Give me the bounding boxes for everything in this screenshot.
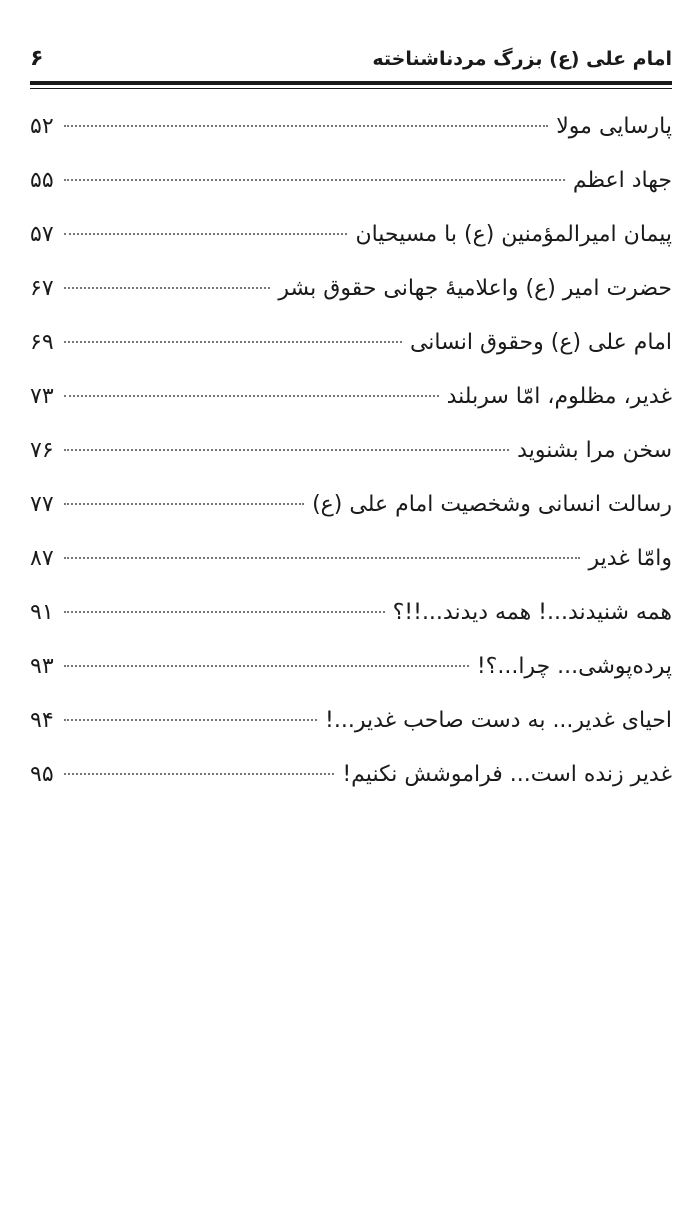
toc-entry xyxy=(30,262,672,316)
toc-entry-title: پیمان امیرالمؤمنین (ع) با مسیحیان xyxy=(355,222,672,247)
header-rule-thick xyxy=(30,81,672,85)
toc-entry-title: جهاد اعظم xyxy=(572,168,672,193)
toc-leader-dots xyxy=(64,395,439,397)
toc-entry xyxy=(30,640,672,694)
toc-entry-page: ۷۷ xyxy=(30,492,54,517)
toc-entry xyxy=(30,532,672,586)
toc-entry-title: پارسایی مولا xyxy=(556,114,672,139)
page-number: ۶ xyxy=(30,46,44,71)
toc-entry-page: ۶۹ xyxy=(30,330,54,355)
toc-entry-page: ۵۲ xyxy=(30,114,54,139)
toc-leader-dots xyxy=(64,611,385,613)
toc-entry-page: ۵۵ xyxy=(30,168,54,193)
toc-entry-title: احیای غدیر... به دست صاحب غدیر...! xyxy=(325,708,672,733)
toc-entry-title: غدیر، مظلوم، امّا سربلند xyxy=(446,384,672,409)
toc-entry-page: ۷۳ xyxy=(30,384,54,409)
toc-entry xyxy=(30,154,672,208)
toc-entry-title: پرده‌پوشی... چرا...؟! xyxy=(476,654,672,679)
toc-leader-dots xyxy=(64,233,347,235)
toc-leader-dots xyxy=(64,665,469,667)
toc-leader-dots xyxy=(64,179,565,181)
toc-entry-title: امام علی (ع) وحقوق انسانی xyxy=(409,330,672,355)
table-of-contents xyxy=(30,100,672,802)
toc-leader-dots xyxy=(64,719,317,721)
book-title: امام علی (ع) بزرگ مردناشناخته xyxy=(372,48,672,70)
toc-leader-dots xyxy=(64,503,304,505)
toc-entry xyxy=(30,694,672,748)
toc-entry xyxy=(30,316,672,370)
toc-entry xyxy=(30,478,672,532)
toc-leader-dots xyxy=(64,557,580,559)
toc-entry-title: وامّا غدیر xyxy=(588,546,672,571)
toc-entry-title: همه شنیدند...! همه دیدند...!!؟ xyxy=(392,600,672,625)
toc-entry xyxy=(30,208,672,262)
toc-entry xyxy=(30,586,672,640)
toc-entry-page: ۹۱ xyxy=(30,600,54,625)
toc-entry-title: حضرت امیر (ع) واعلامیهٔ جهانی حقوق بشر xyxy=(278,276,672,301)
header-rule-thin xyxy=(30,88,672,89)
toc-leader-dots xyxy=(64,773,334,775)
toc-leader-dots xyxy=(64,287,270,289)
toc-leader-dots xyxy=(64,125,548,127)
toc-entry xyxy=(30,748,672,802)
toc-entry-page: ۵۷ xyxy=(30,222,54,247)
toc-entry-title: رسالت انسانی وشخصیت امام علی (ع) xyxy=(312,492,672,517)
toc-entry-title: غدیر زنده است... فراموشش نکنیم! xyxy=(342,762,672,787)
toc-entry-page: ۹۳ xyxy=(30,654,54,679)
toc-entry xyxy=(30,424,672,478)
toc-entry-title: سخن مرا بشنوید xyxy=(517,438,672,463)
toc-leader-dots xyxy=(64,449,509,451)
toc-entry-page: ۸۷ xyxy=(30,546,54,571)
toc-entry-page: ۹۴ xyxy=(30,708,54,733)
toc-entry xyxy=(30,370,672,424)
toc-leader-dots xyxy=(64,341,402,343)
toc-entry-page: ۷۶ xyxy=(30,438,54,463)
toc-entry xyxy=(30,100,672,154)
toc-entry-page: ۶۷ xyxy=(30,276,54,301)
toc-entry-page: ۹۵ xyxy=(30,762,54,787)
running-header xyxy=(30,42,672,78)
